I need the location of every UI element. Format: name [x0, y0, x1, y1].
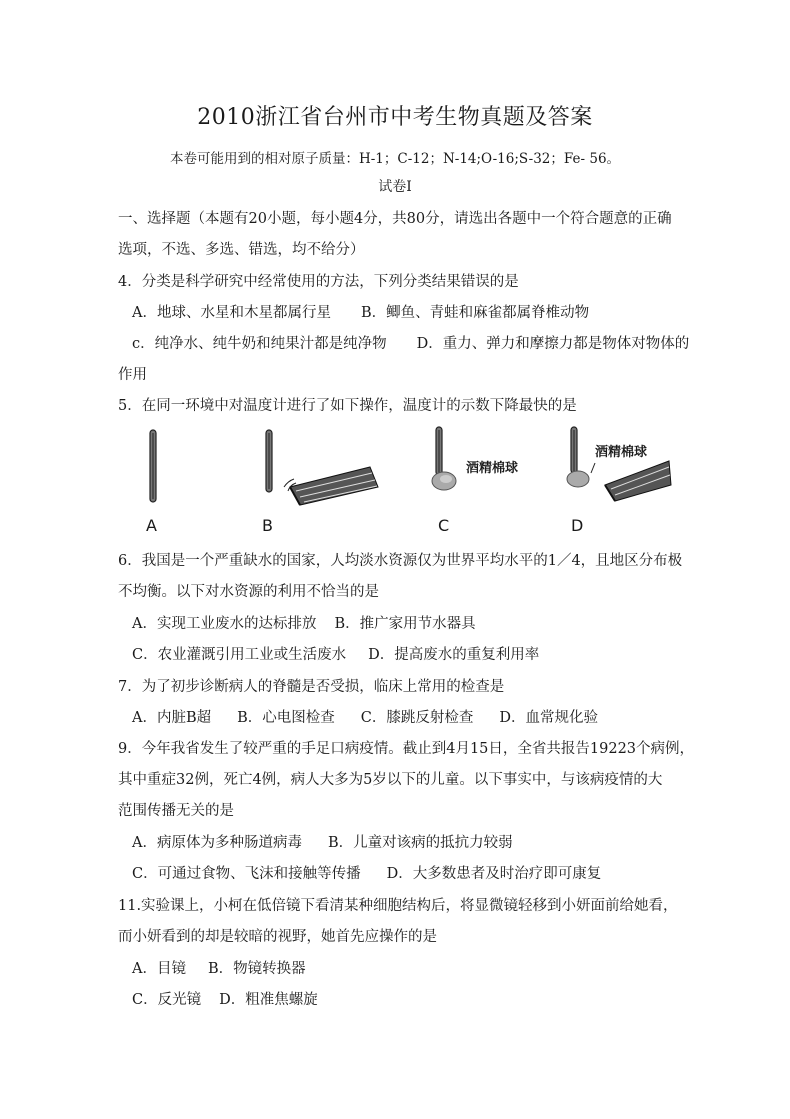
q9-option-d: D．大多数患者及时治疗即可康复: [386, 866, 602, 882]
q9-stem-line-2: 其中重症32例，死亡4例，病人大多为5岁以下的儿童。以下事实中，与该病疫情的大: [118, 772, 663, 788]
atomic-mass-note: 本卷可能用到的相对原子质量：H-1；C-12；N-14;O-16;S-32；Fe- 56。: [169, 151, 621, 167]
q4-option-d: D．重力、弹力和摩擦力都是物体对物体的: [416, 336, 690, 352]
q9-option-b: B．儿童对该病的抵抗力较弱: [327, 835, 513, 851]
q5-stem: 5．在同一环境中对温度计进行了如下操作，温度计的示数下降最快的是: [118, 398, 577, 414]
q4-options-row-2: [132, 332, 689, 353]
q5-figure-row: [140, 425, 680, 535]
q11-option-d: D．粗准焦螺旋: [219, 992, 318, 1008]
paper-label: 试卷Ⅰ: [378, 179, 412, 195]
q5-figure-b: [260, 425, 390, 535]
thermometer-icon: [140, 425, 270, 515]
q5-figure-a: [140, 425, 270, 535]
q6-option-c: C．农业灌溉引用工业或生活废水: [132, 647, 347, 663]
q11-option-a: A．目镜: [132, 961, 186, 977]
q4-stem: 4．分类是科学研究中经常使用的方法，下列分类结果错误的是: [118, 274, 519, 290]
q4-option-b: B．鲫鱼、青蛙和麻雀都属脊椎动物: [360, 305, 590, 321]
q9-options-row-2: [132, 862, 601, 883]
q6-options-row-2: [132, 643, 539, 664]
q7-stem: 7．为了初步诊断病人的脊髓是否受损，临床上常用的检查是: [118, 679, 505, 695]
section-intro-line-2: 选项，不选、多选、错选，均不给分）: [118, 242, 365, 258]
q5-figure-c-label: C: [438, 516, 450, 535]
q7-option-b: B．心电图检查: [237, 710, 335, 726]
q11-stem-line-2: 而小妍看到的却是较暗的视野，她首先应操作的是: [118, 929, 437, 945]
q7-option-c: C．膝跳反射检查: [360, 710, 474, 726]
q9-option-c: C．可通过食物、飞沫和接触等传播: [132, 866, 361, 882]
q5-figure-a-label: A: [146, 516, 157, 535]
q6-option-d: D．提高废水的重复利用率: [368, 647, 540, 663]
q9-stem-line-1: 9．今年我省发生了较严重的手足口病疫情。截止到4月15日，全省共报告19223个病例，: [118, 741, 695, 757]
q7-option-a: A．内脏B超: [132, 710, 212, 726]
q5-figure-d-label: D: [571, 516, 584, 535]
q4-option-c: c．纯净水、纯牛奶和纯果汁都是纯净物: [132, 336, 387, 352]
q11-option-c: C．反光镜: [132, 992, 202, 1008]
q4-options-row-1: [132, 301, 589, 322]
q6-stem-line-2: 不均衡。以下对水资源的利用不恰当的是: [118, 584, 379, 600]
q5-figure-b-label: B: [262, 516, 273, 535]
q5-figure-d: [565, 425, 695, 535]
q11-options-row-1: [132, 957, 306, 978]
q7-option-d: D．血常规化验: [499, 710, 599, 726]
q7-options-row: [132, 706, 598, 727]
q6-option-b: B．推广家用节水器具: [334, 616, 476, 632]
section-intro-line-1: 一、选择题（本题有20小题，每小题4分，共80分，请选出各题中一个符合题意的正确: [118, 211, 672, 227]
q6-stem-line-1: 6．我国是一个严重缺水的国家，人均淡水资源仅为世界平均水平的1／4，且地区分布极: [118, 553, 683, 569]
q11-options-row-2: [132, 988, 318, 1009]
q11-stem-line-1: 11.实验课上，小柯在低倍镜下看清某种细胞结构后，将显微镜轻移到小妍面前给她看，: [118, 898, 678, 914]
q6-option-a: A．实现工业废水的达标排放: [132, 616, 317, 632]
q5-figure-d-caption: 酒精棉球: [595, 445, 648, 460]
q5-figure-c: [430, 425, 560, 535]
q4-option-d-continued: 作用: [118, 367, 147, 383]
page-title: 2010浙江省台州市中考生物真题及答案: [197, 105, 593, 130]
thermometer-with-fan-icon: [260, 425, 390, 515]
q9-option-a: A．病原体为多种肠道病毒: [132, 835, 302, 851]
q9-options-row-1: [132, 831, 513, 852]
thermometer-with-cotton-and-fan-icon: [565, 425, 695, 515]
q9-stem-line-3: 范围传播无关的是: [118, 803, 234, 819]
q4-option-a: A．地球、水星和木星都属行星: [132, 305, 331, 321]
q5-figure-c-caption: 酒精棉球: [466, 461, 519, 476]
q6-options-row-1: [132, 612, 476, 633]
q11-option-b: B．物镜转换器: [207, 961, 306, 977]
